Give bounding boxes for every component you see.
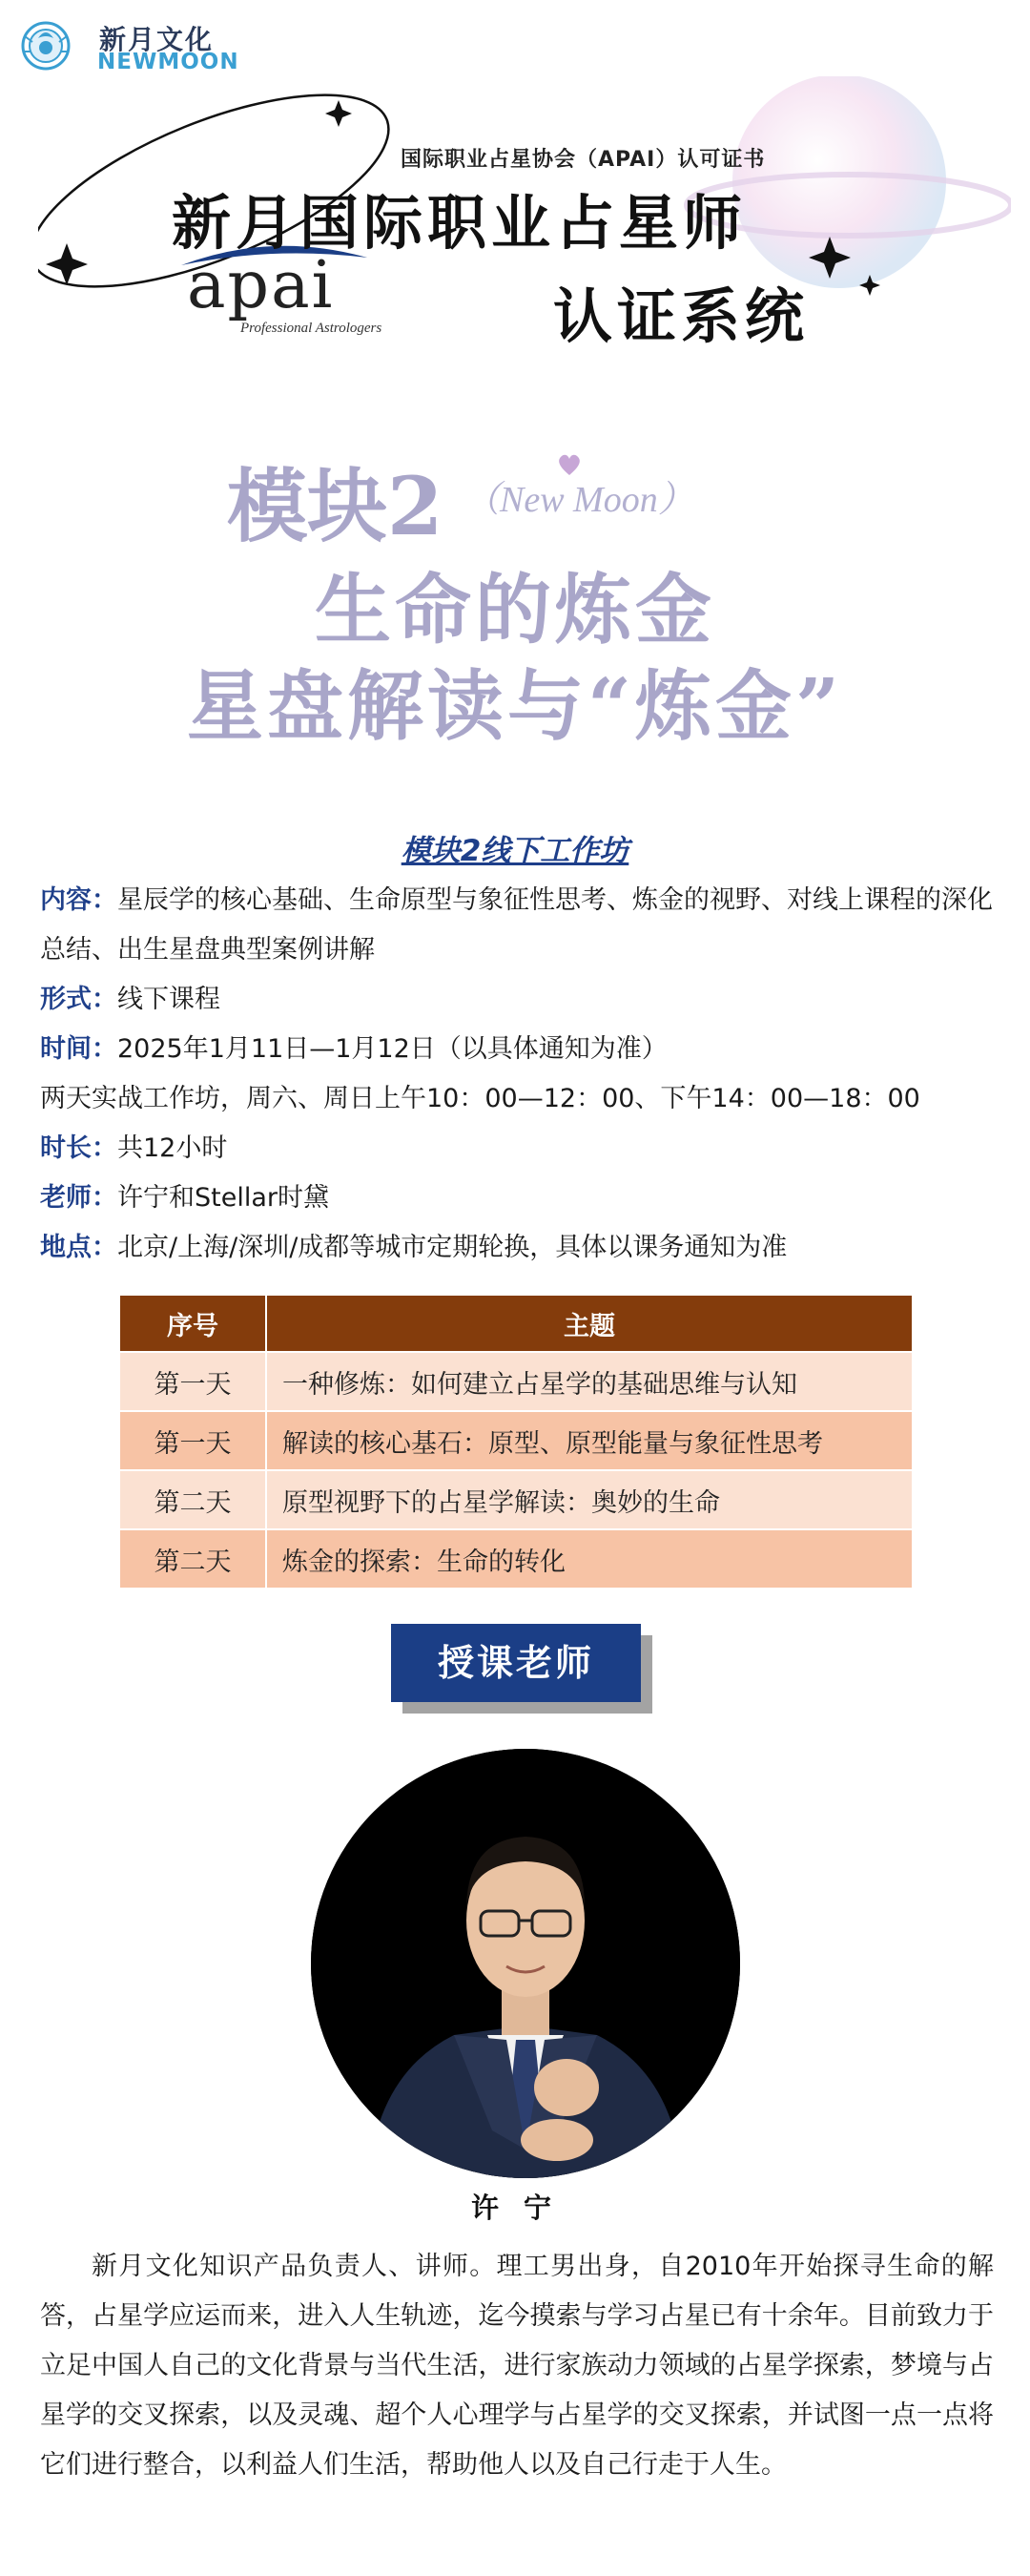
apai-logo: apai <box>187 248 335 323</box>
cert-subtitle: 国际职业占星协会（APAI）认可证书 <box>401 148 766 172</box>
newmoon-logo-icon <box>15 13 76 74</box>
module-title-line1: 生命的炼金 <box>315 565 715 654</box>
info-label: 地点： <box>40 1233 117 1262</box>
table-row <box>120 1411 913 1470</box>
info-label: 老师： <box>40 1183 117 1213</box>
info-row-teacher <box>40 1174 994 1223</box>
workshop-title: 模块2线下工作坊 <box>401 834 629 868</box>
info-label: 形式： <box>40 985 117 1014</box>
info-row-schedule <box>40 1074 994 1124</box>
table-row <box>120 1529 913 1588</box>
info-text: 两天实战工作坊，周六、周日上午10：00—12：00、下午14：00—18：00 <box>40 1084 920 1113</box>
module-title-line2: 星盘解读与“炼金” <box>186 661 844 751</box>
row-day: 第二天 <box>120 1529 266 1588</box>
row-day: 第一天 <box>120 1411 266 1470</box>
program-title-system: 认证系统 <box>553 281 810 351</box>
row-topic: 原型视野下的占星学解读：奥妙的生命 <box>266 1470 913 1529</box>
teacher-section-label: 授课老师 <box>391 1624 641 1702</box>
info-label: 内容： <box>40 885 117 915</box>
info-row-content <box>40 876 994 975</box>
info-row-location <box>40 1223 994 1273</box>
module-subtitle: （New Moon） <box>464 480 694 520</box>
info-text: 共12小时 <box>117 1133 228 1163</box>
info-row-time <box>40 1025 994 1074</box>
column-header-topic: 主题 <box>266 1296 913 1352</box>
workshop-info <box>40 876 994 1273</box>
brand-name-cn: 新月文化 <box>99 24 215 55</box>
program-title: 新月国际职业占星师 <box>172 188 748 258</box>
teacher-portrait <box>311 1749 740 2178</box>
info-label: 时长： <box>40 1133 117 1163</box>
module-number: 模块2 <box>227 459 443 553</box>
apai-tagline: Professional Astrologers <box>240 321 382 336</box>
info-text: 星辰学的核心基础、生命原型与象征性思考、炼金的视野、对线上课程的深化总结、出生星盘典型案例讲解 <box>40 885 993 965</box>
brand-name-en: NEWMOON <box>97 50 239 74</box>
info-label: 时间： <box>40 1034 117 1064</box>
column-header-index: 序号 <box>120 1296 266 1352</box>
info-text: 线下课程 <box>117 985 220 1014</box>
info-text: 许宁和Stellar时黛 <box>117 1183 329 1213</box>
table-row <box>120 1352 913 1411</box>
info-row-duration <box>40 1124 994 1174</box>
row-topic: 炼金的探索：生命的转化 <box>266 1529 913 1588</box>
teacher-bio: 新月文化知识产品负责人、讲师。理工男出身，自2010年开始探寻生命的解答，占星学应运而来，进入人生轨迹，迄今摸索与学习占星已有十余年。目前致力于立足中国人自己的文化背景与当代生活，进行家族动力领域的占星学探索，梦境与占星学的交叉探索，以及灵魂、超个人心理学与占星学的交叉探索，并试图一点一点将它们进行整合，以利益人们生活，帮助他人以及自己行走于人生。 <box>40 2252 994 2480</box>
teacher-photo-illustration <box>311 1749 740 2178</box>
teacher-name: 许 宁 <box>470 2192 560 2224</box>
table-row <box>120 1470 913 1529</box>
row-topic: 一种修炼：如何建立占星学的基础思维与认知 <box>266 1352 913 1411</box>
table-header-row <box>120 1296 913 1352</box>
info-text: 2025年1月11日—1月12日（以具体通知为准） <box>117 1034 668 1064</box>
row-day: 第一天 <box>120 1352 266 1411</box>
row-day: 第二天 <box>120 1470 266 1529</box>
row-topic: 解读的核心基石：原型、原型能量与象征性思考 <box>266 1411 913 1470</box>
info-text: 北京/上海/深圳/成都等城市定期轮换，具体以课务通知为准 <box>117 1233 788 1262</box>
info-row-format <box>40 975 994 1025</box>
schedule-table <box>120 1296 914 1588</box>
heart-icon <box>555 452 584 477</box>
